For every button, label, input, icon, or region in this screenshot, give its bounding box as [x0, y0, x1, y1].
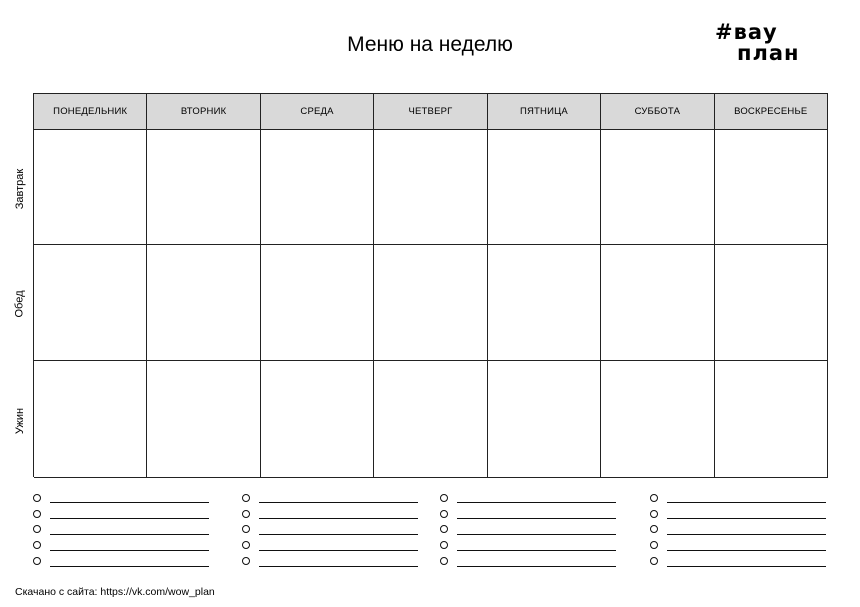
checklist-item[interactable]: [440, 490, 616, 506]
checkbox-circle-icon[interactable]: [650, 525, 658, 533]
checkbox-circle-icon[interactable]: [242, 510, 250, 518]
checkbox-circle-icon[interactable]: [650, 557, 658, 565]
checklist-item[interactable]: [650, 506, 826, 522]
cell-breakfast-friday[interactable]: [488, 130, 601, 245]
cell-dinner-saturday[interactable]: [601, 361, 714, 478]
checklist-item[interactable]: [242, 537, 418, 553]
checkbox-circle-icon[interactable]: [440, 494, 448, 502]
checklist-item[interactable]: [33, 490, 209, 506]
day-header-friday: ПЯТНИЦА: [488, 94, 601, 130]
checklist-column-2: [242, 490, 418, 569]
logo-line-2: план: [737, 41, 800, 65]
cell-lunch-sunday[interactable]: [715, 245, 828, 361]
meal-label-lunch: Обед: [14, 290, 26, 318]
checkbox-circle-icon[interactable]: [242, 494, 250, 502]
logo-line-1: #вау: [715, 20, 778, 44]
checkbox-circle-icon[interactable]: [33, 494, 41, 502]
checkbox-circle-icon[interactable]: [650, 510, 658, 518]
wow-plan-logo: [715, 22, 815, 64]
cell-dinner-monday[interactable]: [34, 361, 147, 478]
checklist-line: [259, 534, 418, 535]
checkbox-circle-icon[interactable]: [440, 557, 448, 565]
menu-grid: [33, 93, 828, 477]
checklist-line: [667, 550, 826, 551]
cell-breakfast-wednesday[interactable]: [261, 130, 374, 245]
checklist-item[interactable]: [650, 490, 826, 506]
checklist-item[interactable]: [242, 490, 418, 506]
day-header-monday: ПОНЕДЕЛЬНИК: [34, 94, 147, 130]
checklist-line: [457, 566, 616, 567]
checklist-item[interactable]: [33, 522, 209, 538]
checklist-item[interactable]: [440, 553, 616, 569]
checkbox-circle-icon[interactable]: [440, 510, 448, 518]
cell-lunch-saturday[interactable]: [601, 245, 714, 361]
checklist-line: [259, 502, 418, 503]
checkbox-circle-icon[interactable]: [33, 541, 41, 549]
checklist-line: [667, 566, 826, 567]
checklist-line: [457, 534, 616, 535]
checklist-line: [667, 518, 826, 519]
checklist-column-3: [440, 490, 616, 569]
cell-dinner-friday[interactable]: [488, 361, 601, 478]
checklist-item[interactable]: [242, 522, 418, 538]
cell-dinner-wednesday[interactable]: [261, 361, 374, 478]
checklist-line: [457, 518, 616, 519]
checkbox-circle-icon[interactable]: [650, 541, 658, 549]
checklist-line: [667, 502, 826, 503]
checklist-column-4: [650, 490, 826, 569]
checklist-column-1: [33, 490, 209, 569]
footer-source: Скачано с сайта: https://vk.com/wow_plan: [15, 586, 215, 598]
checkbox-circle-icon[interactable]: [242, 557, 250, 565]
checklist-line: [50, 518, 209, 519]
day-header-saturday: СУББОТА: [601, 94, 714, 130]
cell-lunch-wednesday[interactable]: [261, 245, 374, 361]
checklist-item[interactable]: [242, 553, 418, 569]
checklist-line: [457, 550, 616, 551]
page-title: Меню на неделю: [347, 33, 513, 56]
checklist-item[interactable]: [650, 553, 826, 569]
checklist-item[interactable]: [33, 537, 209, 553]
cell-breakfast-sunday[interactable]: [715, 130, 828, 245]
checklist-item[interactable]: [33, 553, 209, 569]
cell-dinner-thursday[interactable]: [374, 361, 487, 478]
day-header-thursday: ЧЕТВЕРГ: [374, 94, 487, 130]
checklist-item[interactable]: [650, 522, 826, 538]
day-header-wednesday: СРЕДА: [261, 94, 374, 130]
checklist-item[interactable]: [440, 522, 616, 538]
checkbox-circle-icon[interactable]: [650, 494, 658, 502]
meal-label-breakfast: Завтрак: [14, 168, 27, 209]
checkbox-circle-icon[interactable]: [440, 525, 448, 533]
checklist-item[interactable]: [33, 506, 209, 522]
cell-lunch-monday[interactable]: [34, 245, 147, 361]
checklist-line: [259, 566, 418, 567]
checklist-line: [50, 566, 209, 567]
checklist-line: [259, 550, 418, 551]
checkbox-circle-icon[interactable]: [242, 525, 250, 533]
cell-lunch-thursday[interactable]: [374, 245, 487, 361]
cell-lunch-friday[interactable]: [488, 245, 601, 361]
checklist-line: [50, 550, 209, 551]
checklist-item[interactable]: [440, 537, 616, 553]
checkbox-circle-icon[interactable]: [33, 525, 41, 533]
checklist-line: [457, 502, 616, 503]
cell-breakfast-saturday[interactable]: [601, 130, 714, 245]
checklist-line: [50, 502, 209, 503]
meal-label-dinner: Ужин: [14, 407, 27, 434]
cell-breakfast-monday[interactable]: [34, 130, 147, 245]
cell-breakfast-tuesday[interactable]: [147, 130, 260, 245]
checkbox-circle-icon[interactable]: [33, 557, 41, 565]
cell-dinner-tuesday[interactable]: [147, 361, 260, 478]
checklist-item[interactable]: [242, 506, 418, 522]
day-header-sunday: ВОСКРЕСЕНЬЕ: [715, 94, 828, 130]
checklist-line: [667, 534, 826, 535]
day-header-tuesday: ВТОРНИК: [147, 94, 260, 130]
cell-breakfast-thursday[interactable]: [374, 130, 487, 245]
cell-dinner-sunday[interactable]: [715, 361, 828, 478]
checklist-item[interactable]: [440, 506, 616, 522]
checkbox-circle-icon[interactable]: [242, 541, 250, 549]
checkbox-circle-icon[interactable]: [33, 510, 41, 518]
checklist-item[interactable]: [650, 537, 826, 553]
cell-lunch-tuesday[interactable]: [147, 245, 260, 361]
checkbox-circle-icon[interactable]: [440, 541, 448, 549]
checklist-line: [259, 518, 418, 519]
checklist-line: [50, 534, 209, 535]
